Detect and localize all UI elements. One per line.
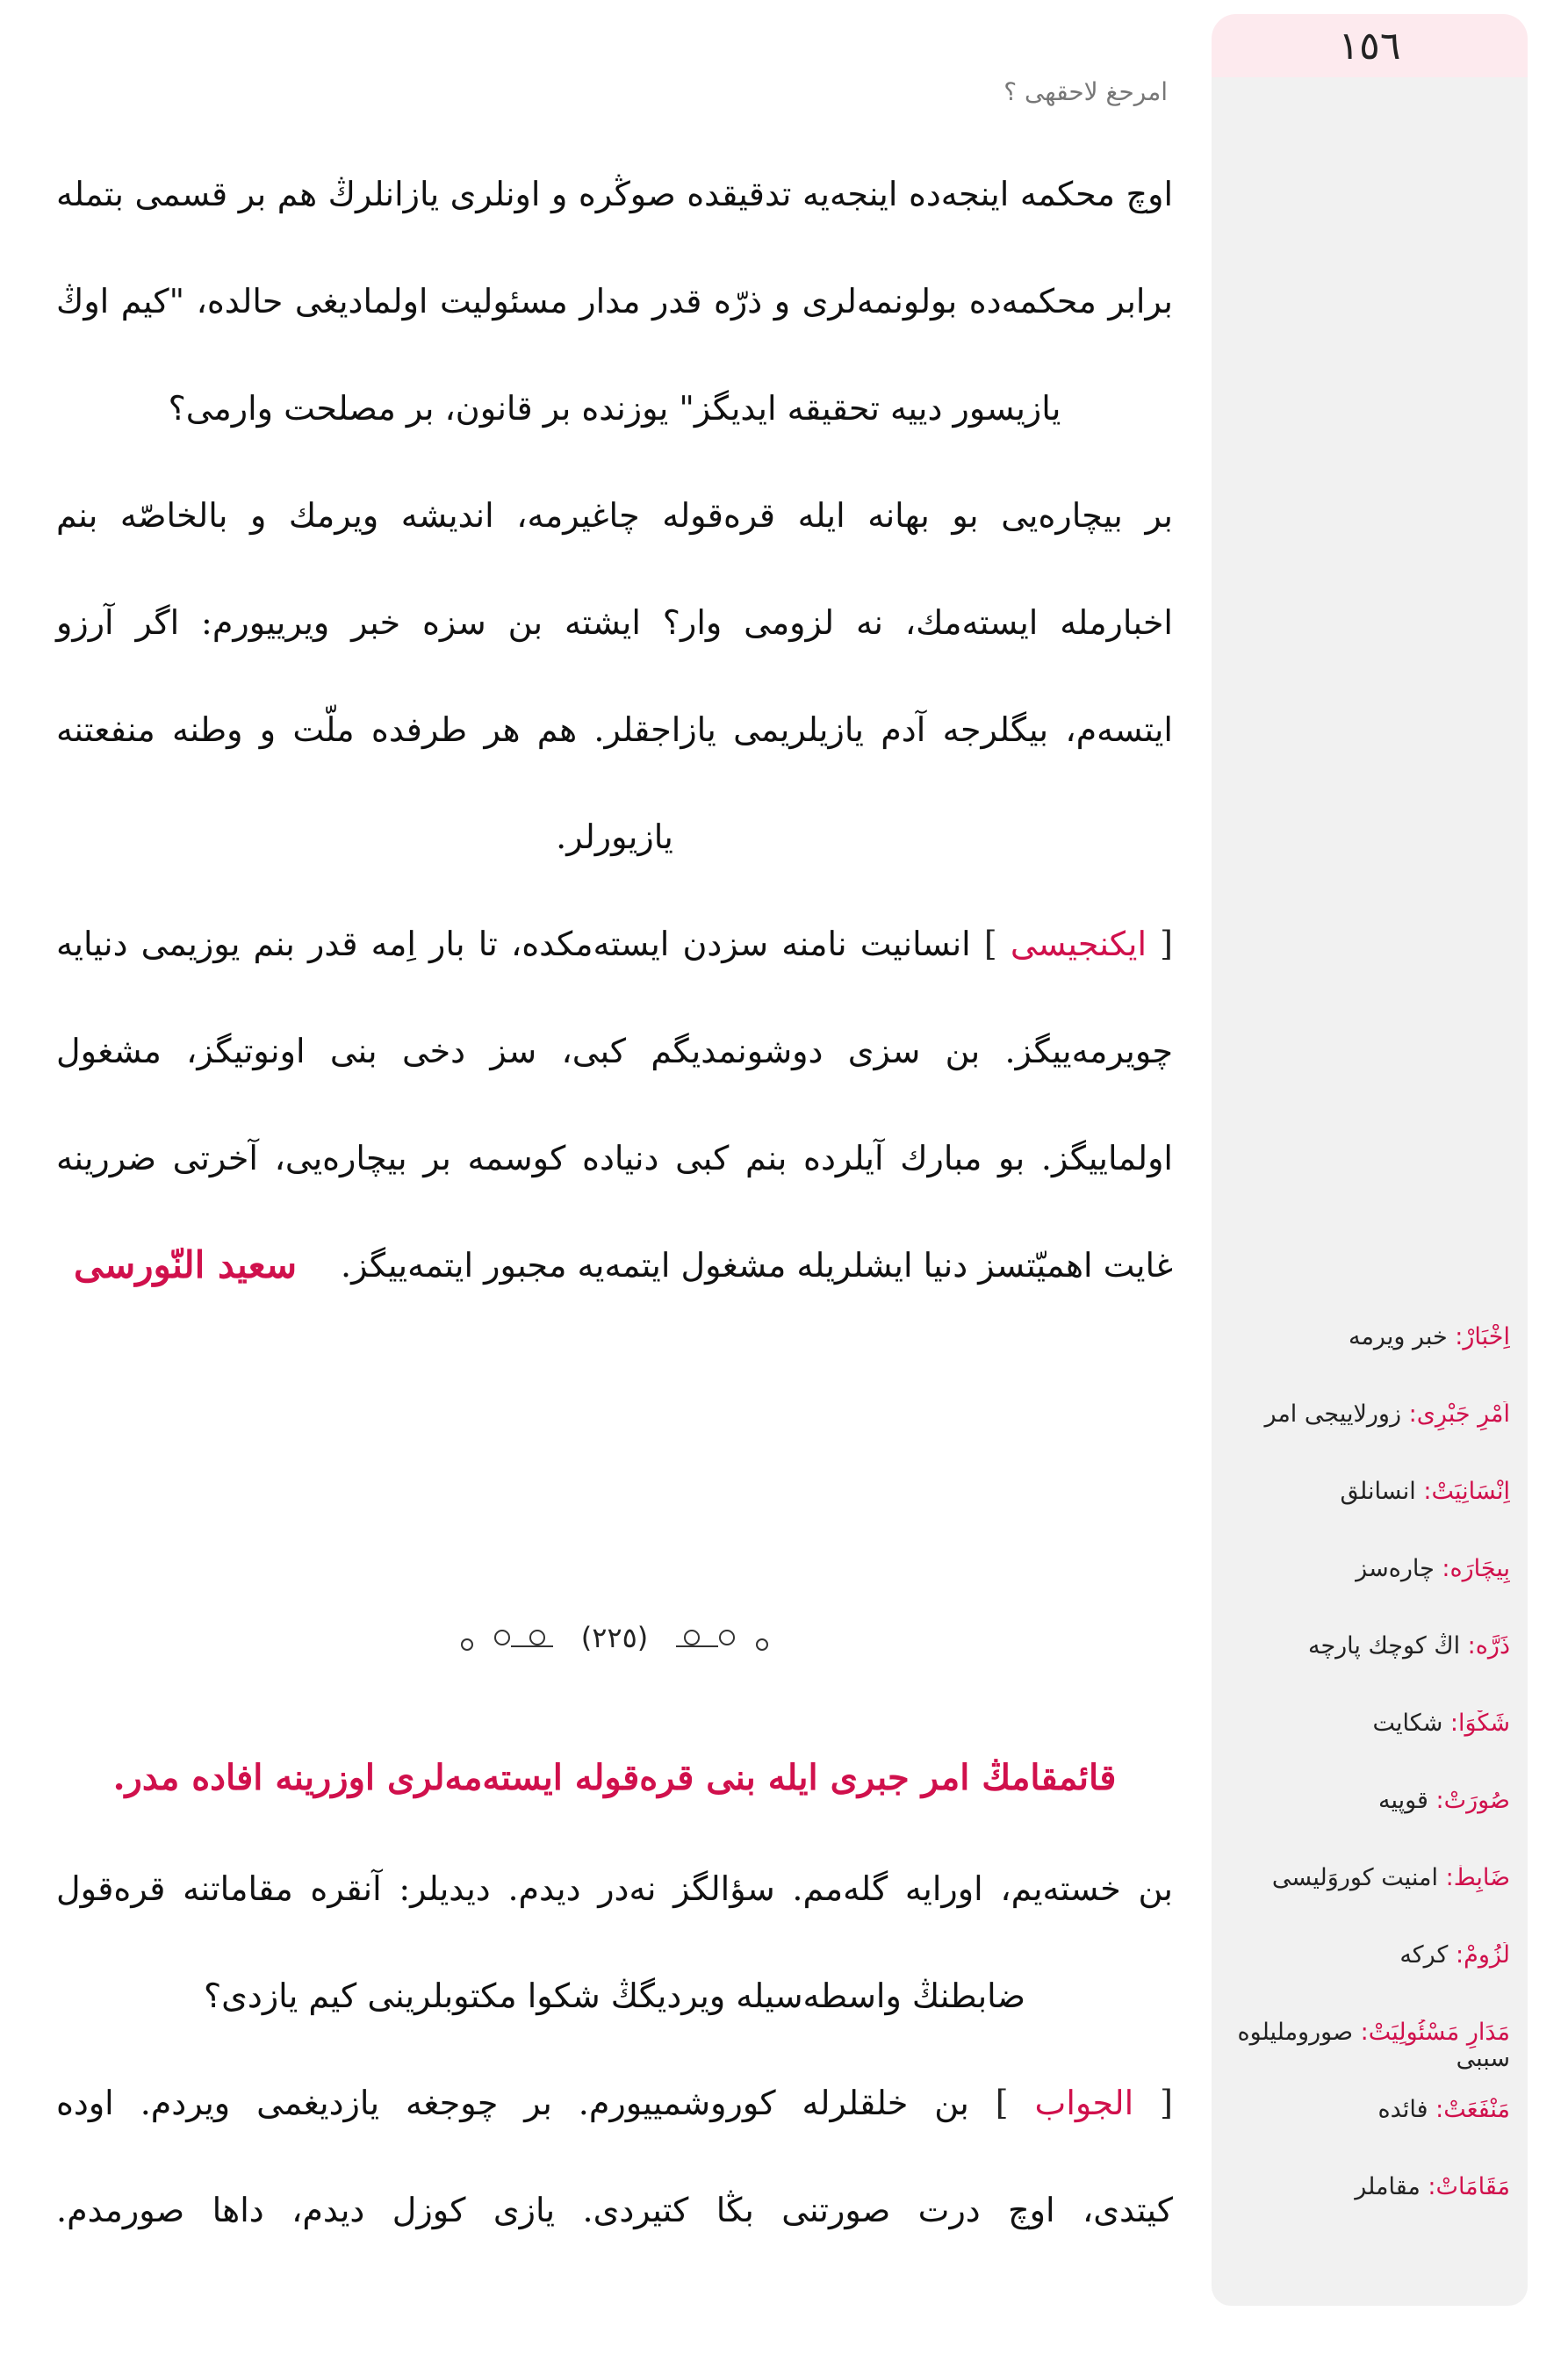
glossary-definition: فائده xyxy=(1377,2097,1428,2123)
glossary-definition: انسانلق xyxy=(1340,1479,1416,1505)
glossary-entry: بِیچَارَه: چاره‌سز xyxy=(1356,1556,1510,1582)
glossary-list xyxy=(1229,1324,1510,2251)
text-line: اولماییگز. بو مبارك آیلرده بنم کبی دنیاده کوسمه بر بیچاره‌یی، آخرتی ضررینه xyxy=(56,1139,1173,1177)
text-line: بن خسته‌یم، اورایه گله‌مم. سؤالگز نه‌در دیدم. دیدیلر: آنقره مقاماتنه قره‌قول xyxy=(56,1869,1173,1908)
page-number: ١٥٦ xyxy=(1212,14,1528,77)
glossary-term: اَمْرِ جَبْرِی xyxy=(1416,1401,1510,1428)
glossary-term: اِخْبَارْ xyxy=(1463,1324,1510,1350)
text-line xyxy=(56,890,1173,997)
glossary-entry: مَقَامَاتْ: مقاملر xyxy=(1355,2174,1510,2200)
glossary-definition: اڭ کوچك پارچه xyxy=(1307,1633,1461,1660)
glossary-definition: کرکه xyxy=(1399,1942,1449,1969)
glossary-definition: امنیت کوروَلیسی xyxy=(1271,1865,1439,1891)
text-line: اوچ محکمه اینجه‌ده اینجه‌یه تدقیقده صوڭره و اونلری یازانلرڭ هم بر قسمی بتمله xyxy=(56,175,1173,213)
bracket-close: ] xyxy=(983,925,997,963)
glossary-entry: صُورَتْ: قوپیه xyxy=(1377,1788,1510,1814)
glossary-entry: مَدَارِ مَسْئُولِیَتْ: صوروملیلوه سببی xyxy=(1237,2020,1510,2072)
glossary-term: مَدَارِ مَسْئُولِیَتْ xyxy=(1368,2020,1510,2046)
text-line: یازیسور دییه تحقیقه ایدیگز" یوزنده بر قانون، بر مصلحت وارمی؟ xyxy=(168,389,1061,428)
glossary-definition: شکایت xyxy=(1372,1710,1443,1737)
glossary-entry: شَکْوَا: شکایت xyxy=(1372,1710,1510,1737)
glossary-term: بِیچَارَه xyxy=(1449,1556,1510,1582)
glossary-sidebar xyxy=(1212,77,1528,2306)
glossary-definition: قوپیه xyxy=(1377,1788,1428,1814)
text-line: کیتدی، اوچ درت صورتنی بڭا کتیردی. یازی کوزل دیدم، داها صورمدم. xyxy=(56,2191,1173,2229)
text-line: اخبارمله ایسته‌مك، نه لزومی وار؟ ایشته بن سزه خبر ویرییورم: اگر آرزو xyxy=(56,603,1173,642)
main-text xyxy=(56,140,1173,1319)
text-line: یازیورلر. xyxy=(556,817,673,856)
main-text-2 xyxy=(56,1835,1173,2264)
glossary-entry: اِخْبَارْ: خبر ویرمه xyxy=(1348,1324,1510,1350)
bracket-open: [ xyxy=(1160,2084,1173,2122)
section-label: الجواب xyxy=(1034,2084,1134,2122)
glossary-term: ضَابِطْ xyxy=(1453,1865,1510,1891)
signature: سعید النّورسی xyxy=(74,1243,298,1286)
glossary-definition: زورلاییجی امر xyxy=(1264,1401,1401,1428)
text-line: چویرمه‌ییگز. بن سزی دوشونمدیگم کبی، سز دخی بنی اونوتیگز، مشغول xyxy=(56,1032,1173,1070)
text-span: بن خلقلرله کوروشمییورم. بر چوجغه یازدیغمی ویردم. اوده xyxy=(56,2084,969,2122)
ornament-divider xyxy=(263,1616,966,1660)
glossary-term: صُورَتْ xyxy=(1443,1788,1510,1814)
glossary-entry: ضَابِطْ: امنیت کوروَلیسی xyxy=(1271,1865,1510,1891)
glossary-term: لُزُومْ xyxy=(1464,1942,1510,1969)
glossary-definition: مقاملر xyxy=(1355,2174,1421,2200)
glossary-term: مَنْفَعَتْ xyxy=(1443,2097,1510,2123)
glossary-entry: لُزُومْ: کرکه xyxy=(1399,1942,1510,1969)
glossary-entry: اَمْرِ جَبْرِی: زورلاییجی امر xyxy=(1264,1401,1510,1428)
letter-number: (٢٢٥) xyxy=(580,1621,649,1654)
section-label: ایکنجیسی xyxy=(1010,925,1147,963)
glossary-entry: اِنْسَانِیَتْ: انسانلق xyxy=(1340,1479,1510,1505)
glossary-definition: صوروملیلوه سببی xyxy=(1237,2020,1510,2072)
text-line xyxy=(56,2049,1173,2156)
glossary-term: شَکْوَا xyxy=(1458,1710,1510,1737)
ornament-left-icon xyxy=(450,1620,555,1655)
glossary-definition: چاره‌سز xyxy=(1356,1556,1435,1582)
ornament-right-icon xyxy=(674,1620,780,1655)
text-span: انسانیت نامنه سزدن ایسته‌مکده، تا بار اِمه قدر بنم یوزیمی دنیایه xyxy=(56,925,971,963)
text-line: ضابطنڭ واسطه‌سیله ویردیگڭ شکوا مکتوبلرینی کیم یازدی؟ xyxy=(204,1976,1025,2015)
glossary-term: ذَرَّه xyxy=(1475,1633,1510,1660)
glossary-entry: مَنْفَعَتْ: فائده xyxy=(1377,2097,1510,2123)
glossary-entry: ذَرَّه: اڭ کوچك پارچه xyxy=(1307,1633,1510,1660)
letter-heading: قائمقامڭ امر جبری ایله بنی قره‌قوله ایسته‌مه‌لری اوزرینه افاده‌ مدر. xyxy=(112,1757,1117,1798)
bracket-open: [ xyxy=(1160,925,1173,963)
text-line xyxy=(56,1212,1173,1319)
glossary-term: اِنْسَانِیَتْ xyxy=(1431,1479,1510,1505)
bracket-close: ] xyxy=(995,2084,1009,2122)
running-head: امرحغ لاحقهی ؟ xyxy=(1003,77,1168,106)
text-line: بر بیچاره‌یی بو بهانه ایله قره‌قوله چاغیرمه، اندیشه ویرمك و بالخاصّه بنم xyxy=(56,496,1173,535)
text-line: ایتسه‌م، بیگلرجه آدم یازیلریمی یازاجقلر. هم هر طرفده ملّت و وطنه منفعتنه xyxy=(56,710,1173,749)
text-span: غایت اهمیّتسز دنیا ایشلریله مشغول ایتمه‌یه مجبور ایتمه‌ییگز. xyxy=(341,1246,1173,1285)
glossary-term: مَقَامَاتْ xyxy=(1435,2174,1510,2200)
glossary-definition: خبر ویرمه xyxy=(1348,1324,1448,1350)
text-line: برابر محکمه‌ده بولونمه‌لری و ذرّه قدر مدار مسئولیت اولمادیغی حالده، "کیم اوڭ xyxy=(56,282,1173,320)
